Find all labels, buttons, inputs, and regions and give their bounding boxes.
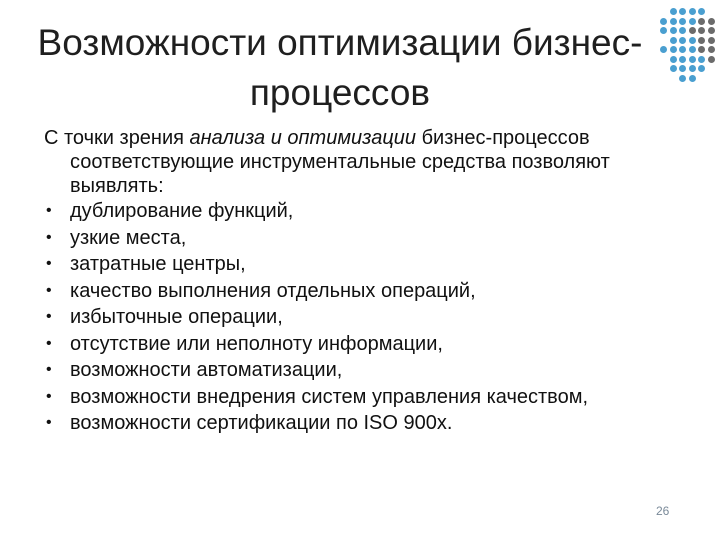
- logo-dot: [698, 65, 705, 72]
- list-item-text: отсутствие или неполноту информации,: [70, 332, 443, 355]
- bullet-icon: •: [46, 361, 52, 378]
- list-item-text: возможности сертификации по ISO 900х.: [70, 412, 453, 434]
- logo-dot: [670, 65, 677, 72]
- list-item: [44, 410, 704, 437]
- list-item: [44, 225, 704, 252]
- bullet-icon: •: [46, 202, 52, 219]
- list-item-text: возможности автоматизации,: [70, 359, 343, 381]
- list-item-text: избыточные операции,: [70, 306, 283, 328]
- logo-dot: [689, 56, 696, 63]
- logo-dot: [708, 46, 715, 53]
- intro-text: С точки зрения: [44, 127, 190, 149]
- list-item-text: затратные центры,: [70, 253, 246, 275]
- logo-dot: [679, 46, 686, 53]
- logo-dot: [679, 18, 686, 25]
- bullet-list: [44, 198, 704, 437]
- logo-dot: [689, 75, 696, 82]
- list-item: [44, 251, 704, 278]
- intro-emphasis: анализа и оптимизации: [189, 127, 417, 149]
- logo-dot: [708, 37, 715, 44]
- logo-dot: [679, 27, 686, 34]
- logo-dot: [679, 65, 686, 72]
- page-number: 26: [656, 504, 670, 518]
- logo-dot: [670, 46, 677, 53]
- logo-dot: [708, 18, 715, 25]
- slide-title: Возможности оптимизации бизнес-процессов: [37, 22, 643, 113]
- logo-dot: [698, 46, 705, 53]
- list-item-text: возможности внедрения систем управления качеством,: [70, 385, 589, 408]
- list-item: [44, 357, 704, 384]
- logo-dot: [679, 8, 686, 15]
- bullet-icon: •: [46, 387, 52, 405]
- intro-paragraph: [44, 126, 704, 198]
- intro-text-rest: бизнес-процессов соответствующие инструментальные средства позволяют выявлять:: [70, 127, 610, 197]
- list-item: [44, 198, 704, 225]
- logo-dot: [679, 37, 686, 44]
- list-item: [44, 278, 704, 305]
- logo-dot: [708, 56, 715, 63]
- logo-dot: [689, 65, 696, 72]
- bullet-icon: •: [46, 414, 52, 431]
- logo-dot: [698, 37, 705, 44]
- dot-grid-logo-icon: [656, 6, 716, 86]
- slide-body: [44, 126, 704, 437]
- list-item: [44, 331, 704, 358]
- bullet-icon: •: [46, 334, 52, 352]
- bullet-icon: •: [46, 281, 52, 299]
- logo-dot: [679, 75, 686, 82]
- logo-dot: [698, 56, 705, 63]
- logo-dot: [689, 8, 696, 15]
- logo-dot: [670, 56, 677, 63]
- logo-dot: [689, 46, 696, 53]
- logo-dot: [689, 18, 696, 25]
- logo-dot: [670, 18, 677, 25]
- list-item: [44, 384, 704, 411]
- bullet-icon: •: [46, 228, 52, 246]
- list-item: [44, 304, 704, 331]
- logo-dot: [660, 46, 667, 53]
- list-item-text: узкие места,: [70, 226, 187, 249]
- logo-dot: [670, 37, 677, 44]
- list-item-text: качество выполнения отдельных операций,: [70, 279, 476, 302]
- logo-dot: [708, 27, 715, 34]
- bullet-icon: •: [46, 308, 52, 325]
- logo-dot: [679, 56, 686, 63]
- logo-dot: [660, 27, 667, 34]
- logo-dot: [698, 18, 705, 25]
- list-item-text: дублирование функций,: [70, 200, 294, 222]
- bullet-icon: •: [46, 255, 52, 272]
- logo-dot: [670, 8, 677, 15]
- logo-dot: [689, 27, 696, 34]
- logo-dot: [689, 37, 696, 44]
- logo-dot: [698, 8, 705, 15]
- logo-dot: [698, 27, 705, 34]
- logo-dot: [670, 27, 677, 34]
- logo-dot: [660, 18, 667, 25]
